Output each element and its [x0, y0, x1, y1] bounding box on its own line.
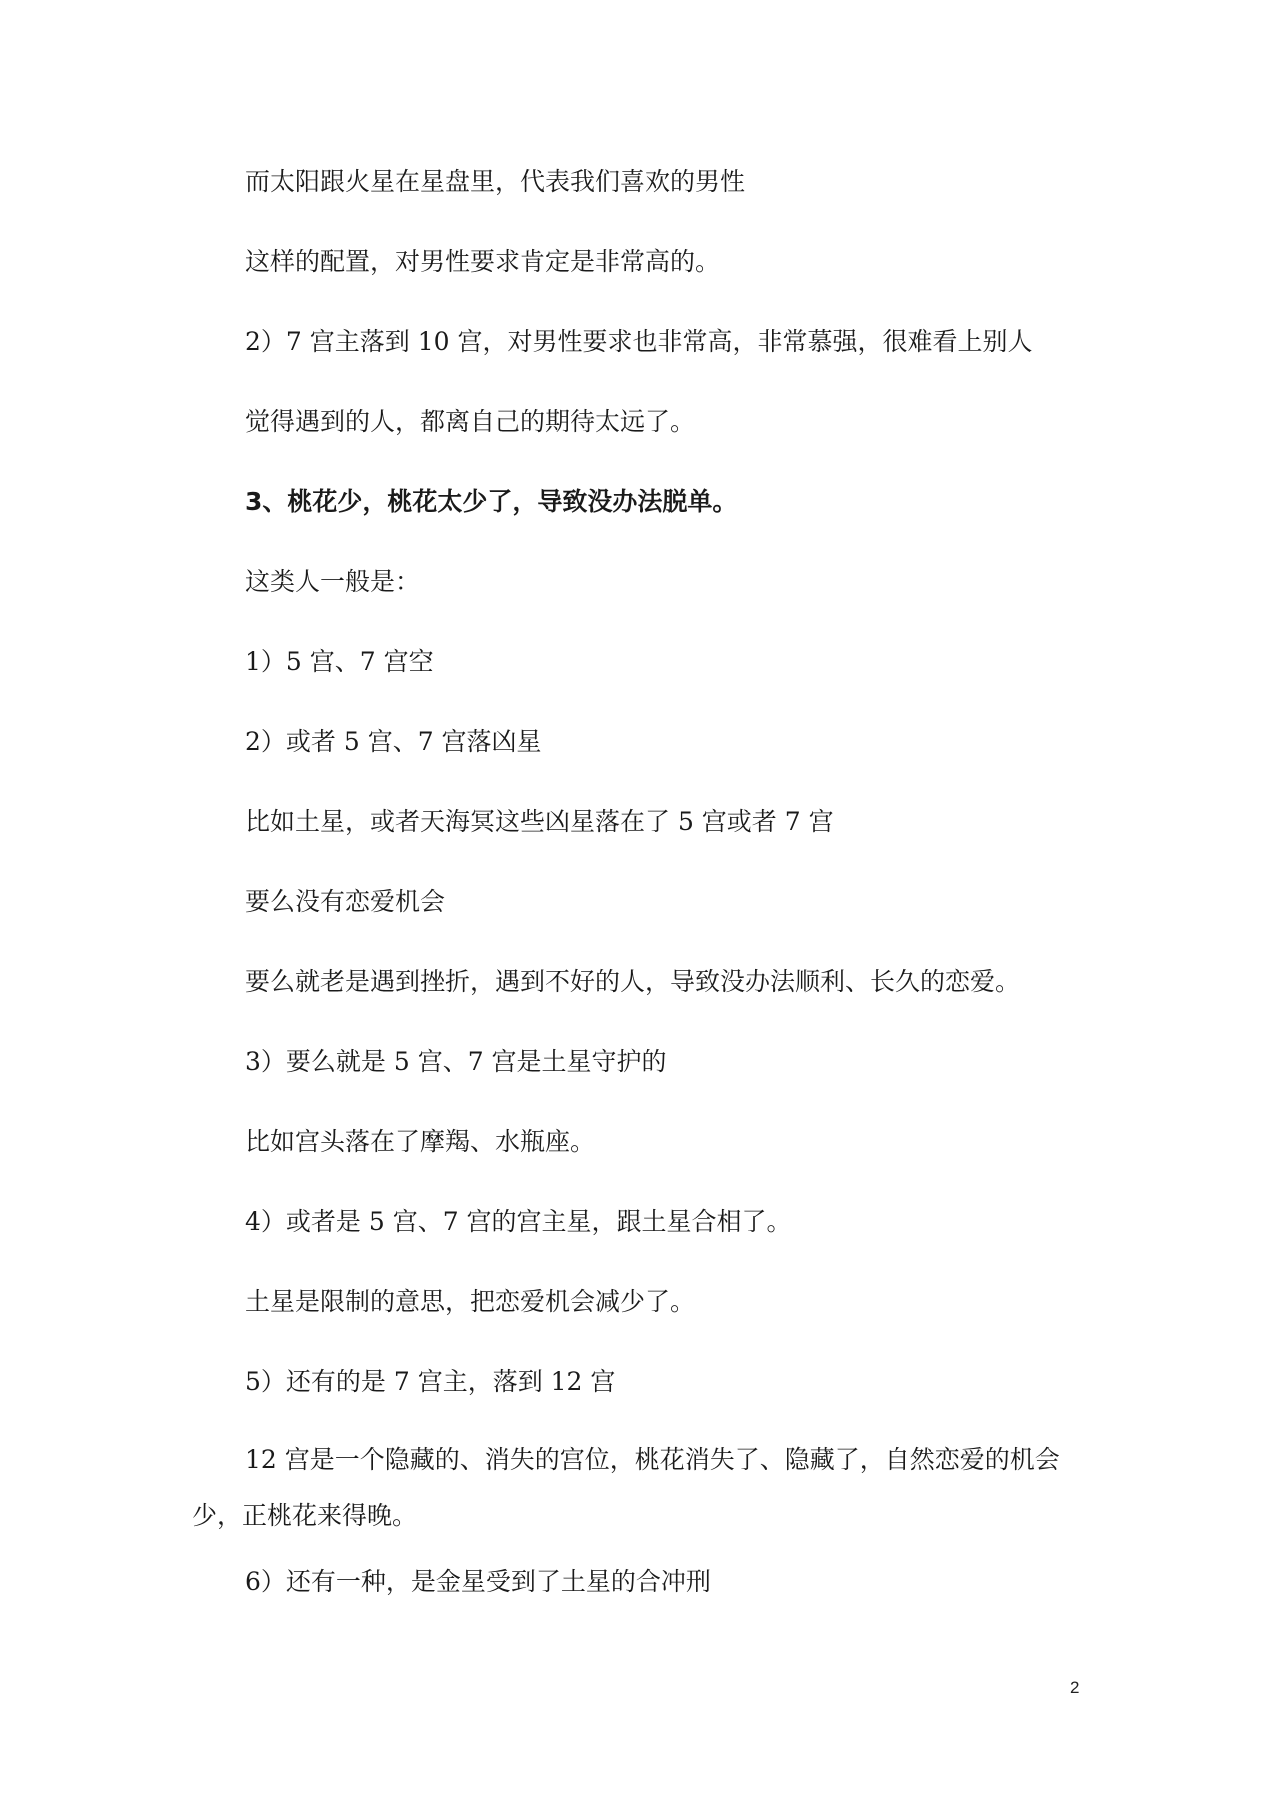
- text-line: 2）7 宫主落到 10 宫，对男性要求也非常高，非常慕强，很难看上别人: [245, 327, 1033, 356]
- list-item: 6）还有一种，是金星受到了土星的合冲刑: [245, 1567, 711, 1596]
- text-line: 土星是限制的意思，把恋爱机会减少了。: [245, 1287, 696, 1316]
- list-item: 3）要么就是 5 宫、7 宫是土星守护的: [245, 1047, 667, 1076]
- text-line: 这样的配置，对男性要求肯定是非常高的。: [245, 247, 721, 276]
- page-number: 2: [1070, 1678, 1080, 1697]
- list-item: 2）或者 5 宫、7 宫落凶星: [245, 727, 542, 756]
- section-heading: 3、桃花少，桃花太少了，导致没办法脱单。: [245, 487, 738, 516]
- text-line: 要么就老是遇到挫折，遇到不好的人，导致没办法顺利、长久的恋爱。: [245, 967, 1021, 996]
- text-line: 觉得遇到的人，都离自己的期待太远了。: [245, 407, 696, 436]
- paragraph-12th-house: 12 宫是一个隐藏的、消失的宫位，桃花消失了、隐藏了，自然恋爱的机会少，正桃花来得晚。: [192, 1445, 1060, 1530]
- text-line: 要么没有恋爱机会: [245, 887, 446, 916]
- list-item: 1）5 宫、7 宫空: [245, 647, 434, 676]
- text-line: 而太阳跟火星在星盘里，代表我们喜欢的男性: [245, 167, 746, 196]
- text-line: 比如土星，或者天海冥这些凶星落在了 5 宫或者 7 宫: [245, 807, 834, 836]
- text-line: 比如宫头落在了摩羯、水瓶座。: [245, 1127, 596, 1156]
- list-item: 5）还有的是 7 宫主，落到 12 宫: [245, 1367, 616, 1396]
- list-item: 4）或者是 5 宫、7 宫的宫主星，跟土星合相了。: [245, 1207, 792, 1236]
- text-line: 这类人一般是：: [245, 567, 421, 596]
